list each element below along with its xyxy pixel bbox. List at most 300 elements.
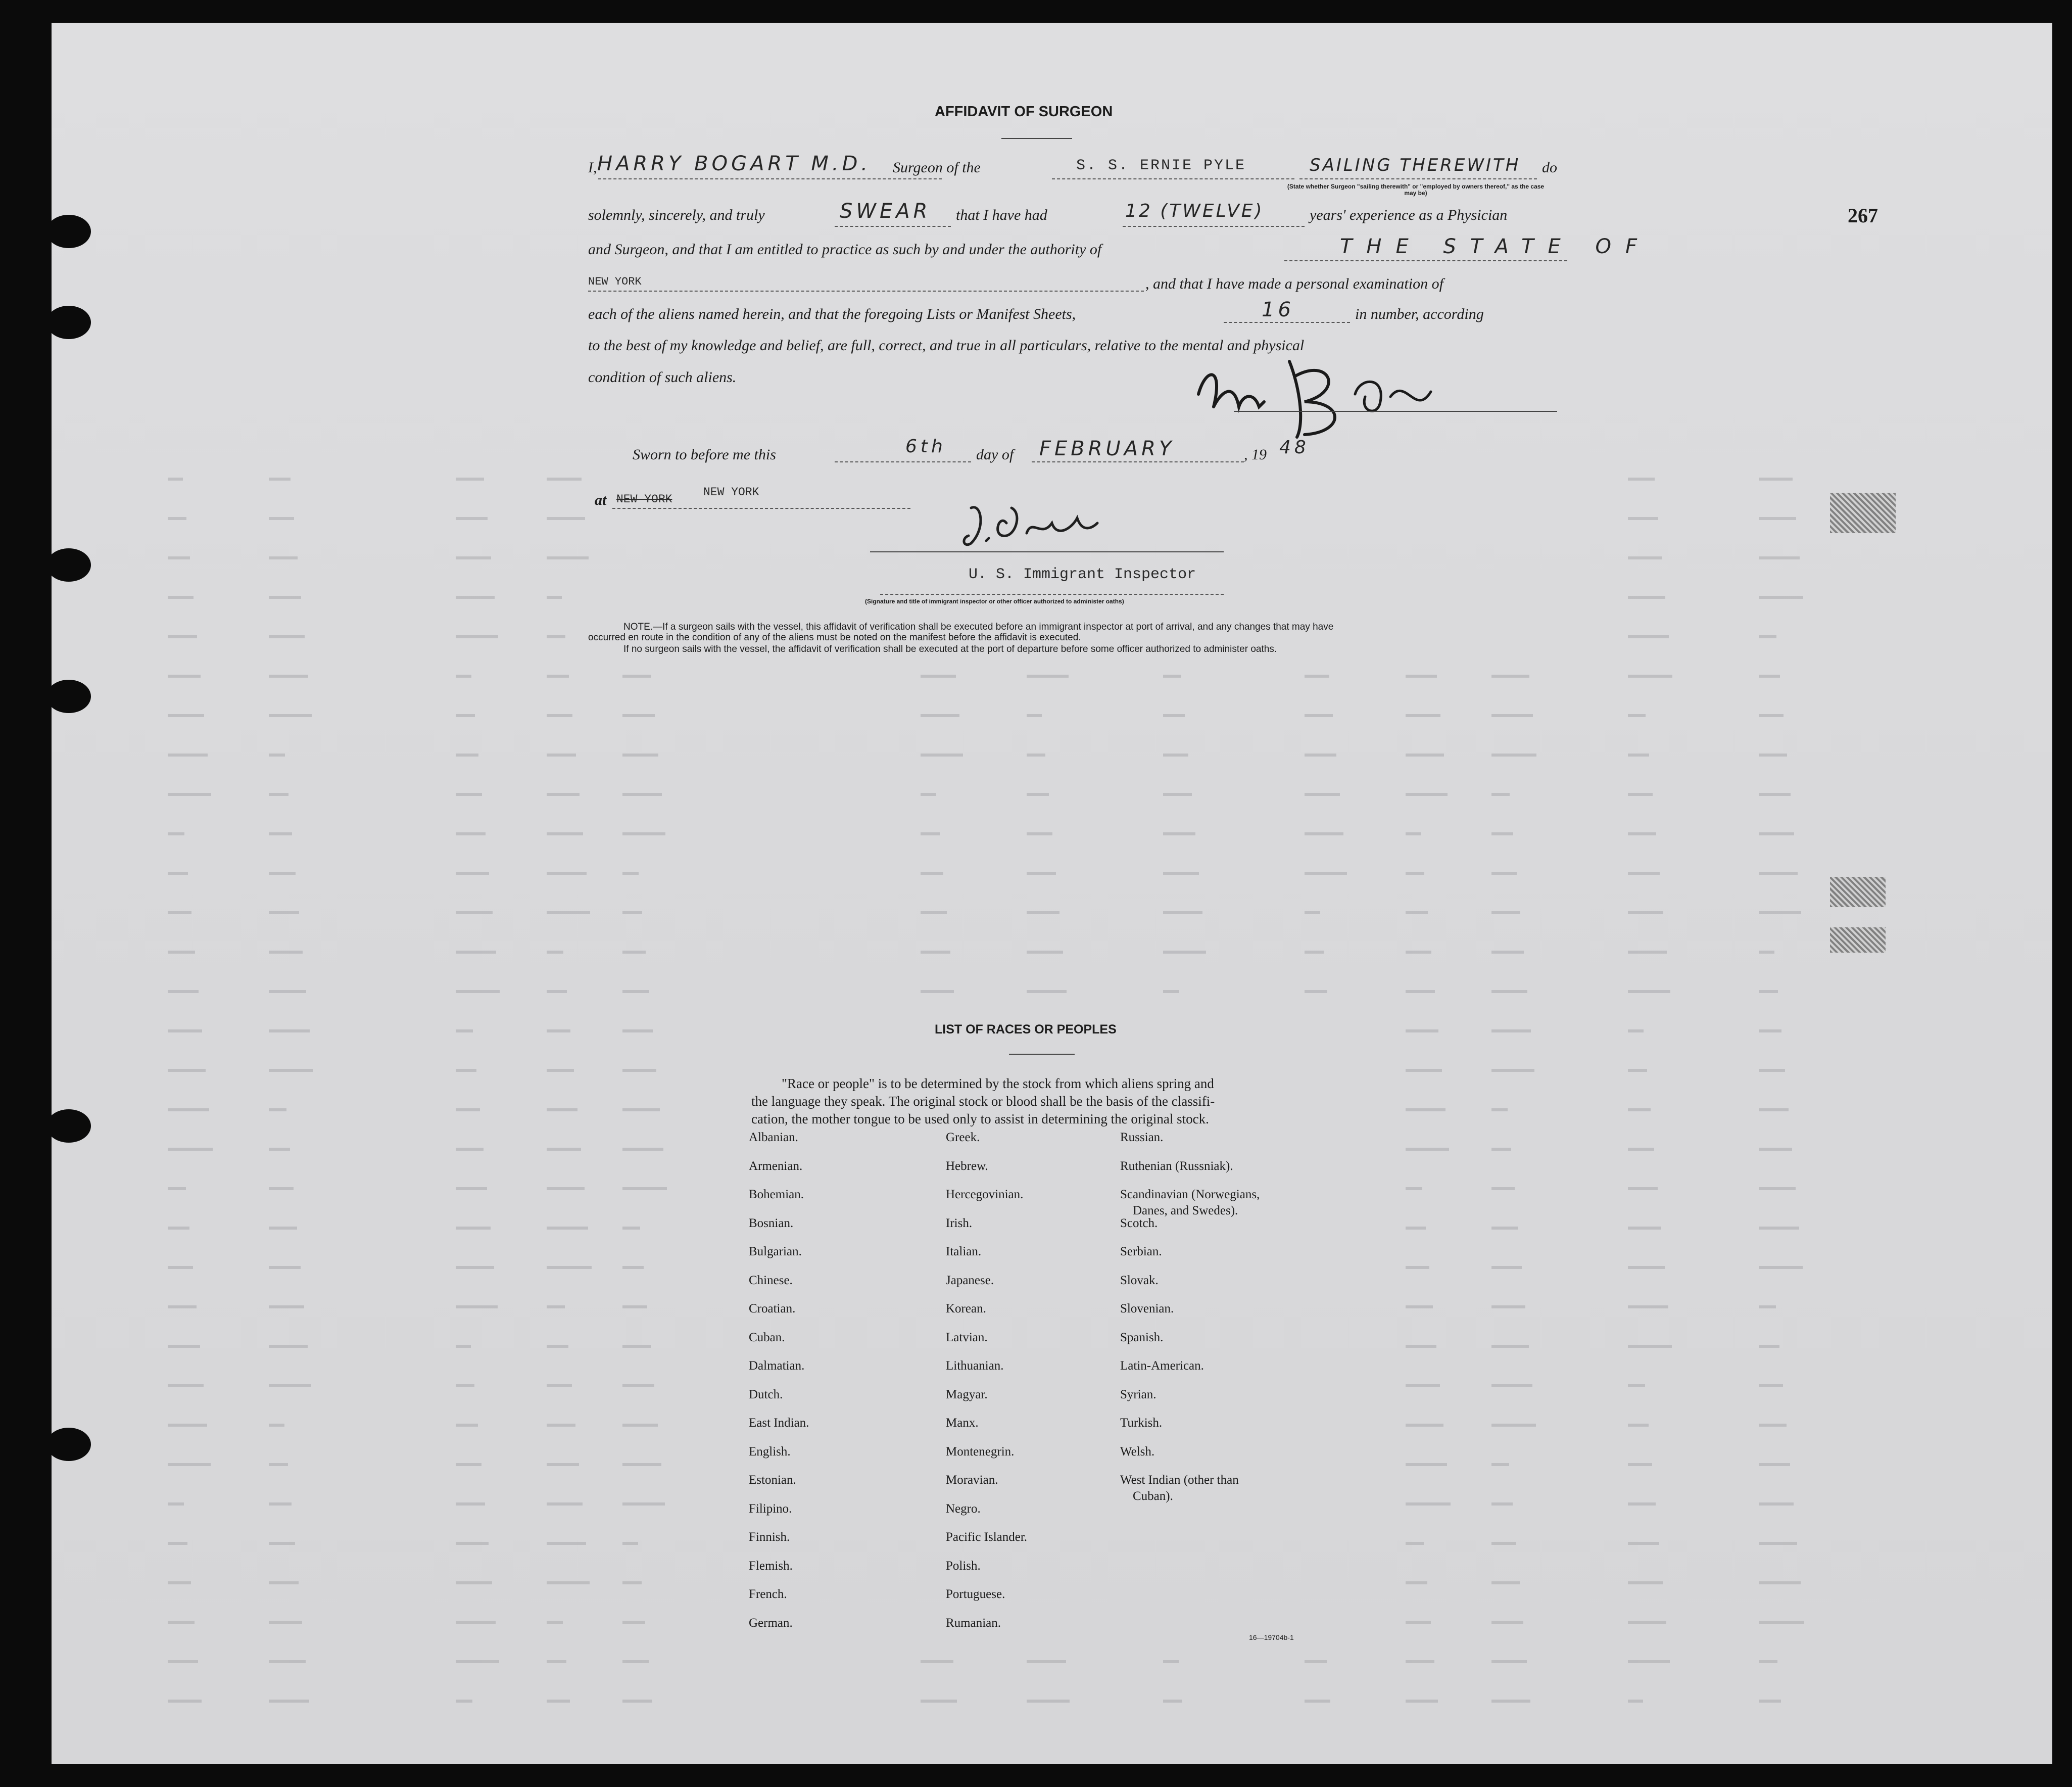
sworn-day: 6th — [905, 436, 946, 457]
bleed-through-mark — [1491, 1542, 1516, 1545]
bleed-through-mark — [1628, 1148, 1654, 1151]
bleed-through-mark — [547, 1621, 563, 1624]
bleed-through-mark — [1491, 1029, 1531, 1032]
bleed-through-mark — [921, 951, 950, 954]
bleed-through-mark — [921, 872, 943, 875]
race-item: Dutch. — [749, 1387, 783, 1401]
bleed-through-mark — [547, 1542, 586, 1545]
bleed-through-mark — [1491, 1227, 1518, 1230]
bleed-through-mark — [168, 754, 208, 757]
bleed-through-mark — [456, 1700, 472, 1703]
bleed-through-mark — [1759, 1502, 1794, 1506]
authority-value: THE STATE OF — [1340, 235, 1652, 258]
bleed-through-mark — [456, 714, 475, 717]
bleed-through-mark — [456, 872, 489, 875]
surgeon-of-text: Surgeon of the — [893, 159, 981, 176]
sheets-count: 16 — [1262, 298, 1294, 321]
race-item: Irish. — [946, 1216, 973, 1230]
bleed-through-mark — [1491, 1660, 1527, 1663]
races-title: LIST OF RACES OR PEOPLES — [935, 1022, 1117, 1037]
do-text: do — [1542, 159, 1557, 176]
bleed-through-mark — [456, 1108, 480, 1111]
bleed-through-mark — [1491, 951, 1524, 954]
bleed-through-mark — [1406, 1463, 1447, 1466]
bleed-through-mark — [456, 911, 493, 914]
bleed-through-mark — [168, 1305, 197, 1308]
bleed-through-mark — [1628, 1029, 1644, 1032]
bleed-through-mark — [1628, 1187, 1658, 1190]
bleed-through-mark — [269, 1384, 311, 1387]
bleed-through-mark — [1759, 990, 1778, 993]
bleed-through-mark — [1759, 1621, 1804, 1624]
race-item: Magyar. — [946, 1387, 988, 1401]
bleed-through-mark — [547, 832, 583, 835]
bleed-through-mark — [1491, 1305, 1525, 1308]
bleed-through-mark — [547, 675, 569, 678]
bleed-through-mark — [1305, 832, 1343, 835]
bleed-through-mark — [1628, 1502, 1656, 1506]
bleed-through-mark — [1491, 714, 1533, 717]
bleed-through-mark — [269, 1463, 288, 1466]
races-intro-line-1: "Race or people" is to be determined by the stock from which aliens spring and — [782, 1076, 1214, 1091]
bleed-through-mark — [1759, 1424, 1787, 1427]
bleed-through-mark — [1759, 1305, 1776, 1308]
bleed-through-mark — [547, 1463, 579, 1466]
bleed-through-mark — [269, 872, 296, 875]
bleed-through-mark — [1406, 714, 1440, 717]
race-item: Hebrew. — [946, 1159, 988, 1173]
bleed-through-mark — [168, 478, 183, 481]
race-item: Spanish. — [1120, 1330, 1164, 1344]
bleed-through-mark — [1027, 832, 1052, 835]
bleed-through-mark — [168, 714, 204, 717]
race-item: Armenian. — [749, 1159, 803, 1173]
race-item: Syrian. — [1120, 1387, 1157, 1401]
bleed-through-mark — [1305, 754, 1336, 757]
bleed-through-mark — [547, 1660, 566, 1663]
bleed-through-mark — [456, 754, 478, 757]
bleed-through-mark — [456, 556, 491, 559]
bleed-through-mark — [1491, 1424, 1536, 1427]
page-number: 267 — [1848, 204, 1878, 227]
bleed-through-mark — [1628, 596, 1665, 599]
bleed-through-mark — [1759, 714, 1784, 717]
have-had-text: that I have had — [956, 207, 1047, 223]
bleed-through-mark — [622, 1502, 665, 1506]
bleed-through-mark — [168, 1108, 209, 1111]
bleed-through-mark — [1628, 556, 1662, 559]
bleed-through-mark — [456, 951, 496, 954]
bleed-through-mark — [622, 1266, 644, 1269]
bleed-through-mark — [1759, 596, 1803, 599]
bleed-through-mark — [269, 832, 292, 835]
bleed-through-mark — [1406, 1621, 1431, 1624]
bleed-through-mark — [622, 1621, 645, 1624]
bleed-through-mark — [1628, 1581, 1663, 1584]
bleed-through-mark — [269, 1305, 304, 1308]
race-item: Chinese. — [749, 1273, 793, 1287]
bleed-through-mark — [1406, 1108, 1445, 1111]
bleed-through-mark — [456, 1266, 494, 1269]
bleed-through-mark — [168, 1069, 206, 1072]
bleed-through-mark — [921, 1660, 953, 1663]
race-item: Bosnian. — [749, 1216, 794, 1230]
bleed-through-mark — [1491, 990, 1527, 993]
bleed-through-mark — [269, 675, 308, 678]
bleed-through-mark — [1628, 1108, 1651, 1111]
bleed-through-mark — [168, 1660, 198, 1663]
bleed-through-mark — [1759, 832, 1794, 835]
bleed-through-mark — [456, 1424, 478, 1427]
bleed-through-mark — [1305, 951, 1324, 954]
bleed-through-mark — [1628, 990, 1670, 993]
bleed-through-mark — [1305, 911, 1320, 914]
races-intro-line-3: cation, the mother tongue to be used only to assist in determining the original stock. — [751, 1111, 1209, 1126]
bleed-through-mark — [168, 1187, 186, 1190]
bleed-through-mark — [1406, 1148, 1449, 1151]
race-item: East Indian. — [749, 1416, 809, 1430]
bleed-through-mark — [1305, 872, 1347, 875]
race-item: English. — [749, 1444, 791, 1459]
race-item: Lithuanian. — [946, 1359, 1004, 1373]
bleed-through-mark — [921, 675, 956, 678]
bleed-through-mark — [1628, 1542, 1659, 1545]
race-item: Negro. — [946, 1501, 981, 1516]
race-item: Portuguese. — [946, 1587, 1005, 1601]
bleed-through-mark — [168, 1029, 202, 1032]
bleed-through-mark — [1491, 1384, 1532, 1387]
bleed-through-mark — [456, 1187, 487, 1190]
race-item: Manx. — [946, 1416, 979, 1430]
race-item: Serbian. — [1120, 1245, 1162, 1258]
bleed-through-mark — [622, 1227, 640, 1230]
bleed-through-mark — [1406, 1542, 1424, 1545]
form-code: 16—19704b-1 — [1249, 1633, 1294, 1641]
bleed-through-mark — [1491, 832, 1513, 835]
bleed-through-mark — [622, 951, 646, 954]
bleed-through-mark — [168, 1266, 193, 1269]
bleed-through-mark — [168, 1581, 191, 1584]
bleed-through-mark — [269, 1266, 301, 1269]
bleed-through-mark — [168, 517, 186, 520]
inspector-signature-line — [870, 551, 1224, 552]
bleed-through-mark — [547, 1069, 574, 1072]
year-prefix: , 19 — [1244, 446, 1267, 463]
race-item: Latvian. — [946, 1330, 988, 1344]
place-value: NEW YORK — [703, 486, 759, 499]
sworn-year: 48 — [1279, 437, 1310, 458]
bleed-through-mark — [269, 911, 299, 914]
punch-hole — [52, 680, 91, 713]
bleed-through-mark — [168, 596, 194, 599]
bleed-through-mark — [1491, 1266, 1522, 1269]
bleed-through-mark — [1759, 951, 1774, 954]
bleed-through-mark — [1163, 911, 1202, 914]
surgeon-signature — [1178, 346, 1542, 447]
bleed-through-mark — [1628, 1345, 1672, 1348]
bleed-through-mark — [456, 1148, 484, 1151]
race-item: Finnish. — [749, 1530, 790, 1544]
bleed-through-mark — [1406, 1029, 1438, 1032]
bleed-through-mark — [168, 872, 188, 875]
bleed-through-mark — [168, 675, 201, 678]
experience-text: years' experience as a Physician — [1310, 207, 1508, 223]
bleed-through-mark — [622, 675, 651, 678]
smudge-mark — [1830, 927, 1886, 953]
at-text: at — [595, 492, 607, 508]
race-item: Pacific Islander. — [946, 1530, 1028, 1544]
bleed-through-mark — [269, 1069, 313, 1072]
races-intro-line-2: the language they speak. The original stock or blood shall be the basis of the classifi- — [751, 1094, 1215, 1109]
bleed-through-mark — [269, 478, 291, 481]
state-value: NEW YORK — [588, 275, 642, 288]
bleed-through-mark — [456, 1029, 473, 1032]
bleed-through-mark — [1491, 675, 1529, 678]
bleed-through-mark — [1305, 714, 1333, 717]
month-line — [1032, 461, 1244, 462]
bleed-through-mark — [269, 951, 303, 954]
bleed-through-mark — [1628, 635, 1669, 638]
condition-text: condition of such aliens. — [588, 369, 737, 386]
bleed-through-mark — [547, 1227, 588, 1230]
race-item: Flemish. — [749, 1559, 793, 1573]
state-hint: (State whether Surgeon "sailing therewith" or "employed by owners thereof," as the case may be) — [1287, 183, 1545, 197]
bleed-through-mark — [622, 793, 662, 796]
race-item: Dalmatian. — [749, 1359, 805, 1373]
bleed-through-mark — [1406, 1069, 1442, 1072]
bleed-through-mark — [1628, 478, 1655, 481]
bleed-through-mark — [1628, 1305, 1668, 1308]
bleed-through-mark — [1491, 1069, 1534, 1072]
bleed-through-mark — [622, 1108, 660, 1111]
bleed-through-mark — [269, 1660, 306, 1663]
bleed-through-mark — [1305, 793, 1340, 796]
bleed-through-mark — [622, 1424, 658, 1427]
bleed-through-mark — [456, 1660, 499, 1663]
bleed-through-mark — [456, 675, 471, 678]
bleed-through-mark — [168, 1621, 195, 1624]
years-count: 12 (TWELVE) — [1125, 201, 1264, 221]
bleed-through-mark — [1491, 754, 1536, 757]
bleed-through-mark — [921, 1700, 957, 1703]
bleed-through-mark — [1305, 675, 1329, 678]
bleed-through-mark — [456, 1069, 476, 1072]
bleed-through-mark — [1759, 635, 1776, 638]
race-item: Japanese. — [946, 1273, 994, 1287]
authority-text: and Surgeon, and that I am entitled to practice as such by and under the authority of — [588, 241, 1102, 258]
smudge-mark — [1830, 493, 1896, 533]
bleed-through-mark — [269, 1148, 290, 1151]
race-item: Bohemian. — [749, 1188, 804, 1201]
bleed-through-mark — [456, 478, 484, 481]
bleed-through-mark — [1491, 1187, 1515, 1190]
bleed-through-mark — [168, 1424, 207, 1427]
bleed-through-mark — [1406, 1384, 1440, 1387]
race-item: Cuban. — [749, 1330, 785, 1344]
race-item: Russian. — [1120, 1131, 1164, 1144]
bleed-through-mark — [547, 1029, 570, 1032]
race-item: Ruthenian (Russniak). — [1120, 1159, 1233, 1173]
race-item: Turkish. — [1120, 1416, 1163, 1430]
bleed-through-mark — [1406, 1345, 1436, 1348]
bleed-through-mark — [1628, 1384, 1645, 1387]
bleed-through-mark — [1491, 1108, 1508, 1111]
bleed-through-mark — [1163, 872, 1199, 875]
bleed-through-mark — [622, 1463, 661, 1466]
bleed-through-mark — [456, 596, 495, 599]
bleed-through-mark — [1027, 793, 1049, 796]
bleed-through-mark — [547, 1108, 577, 1111]
bleed-through-mark — [1163, 1660, 1179, 1663]
day-of-text: day of — [976, 446, 1014, 463]
bleed-through-mark — [456, 990, 500, 993]
bleed-through-mark — [1628, 1463, 1652, 1466]
bleed-through-mark — [456, 1305, 498, 1308]
races-title-underline — [1009, 1054, 1075, 1055]
bleed-through-mark — [456, 517, 488, 520]
bleed-through-mark — [547, 793, 580, 796]
bleed-through-mark — [921, 832, 940, 835]
bleed-through-mark — [547, 1148, 581, 1151]
bleed-through-mark — [547, 872, 587, 875]
bleed-through-mark — [269, 714, 312, 717]
bleed-through-mark — [547, 911, 590, 914]
bleed-through-mark — [269, 1424, 284, 1427]
inspector-title-line — [880, 594, 1224, 595]
bleed-through-mark — [1491, 1345, 1529, 1348]
bleed-through-mark — [1759, 754, 1787, 757]
bleed-through-mark — [547, 1266, 592, 1269]
bleed-through-mark — [1759, 872, 1798, 875]
bleed-through-mark — [1305, 1660, 1327, 1663]
bleed-through-mark — [1759, 675, 1780, 678]
bleed-through-mark — [1759, 1108, 1789, 1111]
bleed-through-mark — [547, 1305, 565, 1308]
sheets-line — [1224, 322, 1350, 323]
bleed-through-mark — [1491, 1148, 1511, 1151]
bleed-through-mark — [547, 714, 572, 717]
race-item: Korean. — [946, 1302, 986, 1315]
bleed-through-mark — [1628, 1069, 1647, 1072]
bleed-through-mark — [1759, 1187, 1796, 1190]
pronoun-text: I, — [588, 159, 597, 176]
bleed-through-mark — [269, 517, 294, 520]
bleed-through-mark — [622, 1345, 651, 1348]
bleed-through-mark — [1628, 1700, 1643, 1703]
bleed-through-mark — [921, 990, 954, 993]
inspector-title: U. S. Immigrant Inspector — [969, 566, 1196, 583]
bleed-through-mark — [1491, 872, 1517, 875]
bleed-through-mark — [269, 990, 306, 993]
bleed-through-mark — [168, 1463, 211, 1466]
bleed-through-mark — [547, 1187, 585, 1190]
sworn-month: FEBRUARY — [1039, 437, 1175, 460]
punch-hole — [52, 306, 91, 339]
smudge-mark — [1830, 877, 1886, 907]
bleed-through-mark — [1628, 517, 1658, 520]
authority-line — [1284, 260, 1567, 261]
bleed-through-mark — [1305, 1700, 1330, 1703]
sailing-status-line — [1299, 178, 1537, 179]
race-item: Polish. — [946, 1559, 981, 1573]
bleed-through-mark — [1628, 1266, 1665, 1269]
bleed-through-mark — [168, 1227, 189, 1230]
race-item: West Indian (other than Cuban). — [1120, 1473, 1239, 1503]
affidavit-title: AFFIDAVIT OF SURGEON — [935, 104, 1113, 120]
bleed-through-mark — [547, 1581, 590, 1584]
bleed-through-mark — [456, 1542, 489, 1545]
bleed-through-mark — [1406, 1187, 1422, 1190]
years-line — [1123, 226, 1305, 227]
bleed-through-mark — [1628, 951, 1667, 954]
bleed-through-mark — [269, 1700, 309, 1703]
bleed-through-mark — [1406, 990, 1435, 993]
bleed-through-mark — [269, 1108, 286, 1111]
note-line-1: NOTE.—If a surgeon sails with the vessel, this affidavit of verification shall be executed before an immigrant inspector at port of arrival, and any changes that may have — [623, 622, 1334, 632]
bleed-through-mark — [921, 911, 947, 914]
race-item: Rumanian. — [946, 1616, 1001, 1630]
surgeon-name-line — [598, 178, 942, 179]
bleed-through-mark — [547, 478, 582, 481]
punch-hole — [52, 1109, 91, 1143]
bleed-through-mark — [921, 714, 959, 717]
bleed-through-mark — [168, 793, 211, 796]
sworn-text: Sworn to before me this — [633, 446, 776, 463]
bleed-through-mark — [456, 1502, 485, 1506]
bleed-through-mark — [1491, 1621, 1523, 1624]
oath-line — [835, 226, 951, 227]
bleed-through-mark — [1628, 911, 1663, 914]
bleed-through-mark — [1628, 1621, 1666, 1624]
bleed-through-mark — [168, 1700, 202, 1703]
bleed-through-mark — [1406, 1305, 1433, 1308]
bleed-through-mark — [1027, 990, 1067, 993]
bleed-through-mark — [547, 1502, 583, 1506]
bleed-through-mark — [456, 1227, 491, 1230]
bleed-through-mark — [168, 1384, 204, 1387]
bleed-through-mark — [1406, 793, 1448, 796]
bleed-through-mark — [456, 793, 482, 796]
race-item: Scotch. — [1120, 1216, 1158, 1230]
bleed-through-mark — [547, 1345, 568, 1348]
bleed-through-mark — [1406, 832, 1421, 835]
punch-hole — [52, 215, 91, 248]
bleed-through-mark — [1491, 1463, 1509, 1466]
bleed-through-mark — [269, 754, 285, 757]
bleed-through-mark — [1628, 754, 1649, 757]
bleed-through-mark — [1027, 1700, 1070, 1703]
race-item: Italian. — [946, 1245, 982, 1258]
bleed-through-mark — [1759, 1660, 1777, 1663]
bleed-through-mark — [1628, 1660, 1670, 1663]
bleed-through-mark — [547, 556, 589, 559]
bleed-through-mark — [269, 635, 305, 638]
bleed-through-mark — [456, 635, 498, 638]
bleed-through-mark — [269, 1502, 292, 1506]
race-item: Slovenian. — [1120, 1302, 1174, 1315]
bleed-through-mark — [1759, 478, 1793, 481]
race-item: Filipino. — [749, 1501, 792, 1516]
bleed-through-mark — [456, 1384, 474, 1387]
bleed-through-mark — [456, 1581, 492, 1584]
bleed-through-mark — [269, 596, 301, 599]
bleed-through-mark — [622, 832, 665, 835]
bleed-through-mark — [1491, 793, 1510, 796]
state-line — [588, 291, 1144, 292]
bleed-through-mark — [547, 1700, 570, 1703]
bleed-through-mark — [622, 1305, 647, 1308]
bleed-through-mark — [1491, 911, 1520, 914]
